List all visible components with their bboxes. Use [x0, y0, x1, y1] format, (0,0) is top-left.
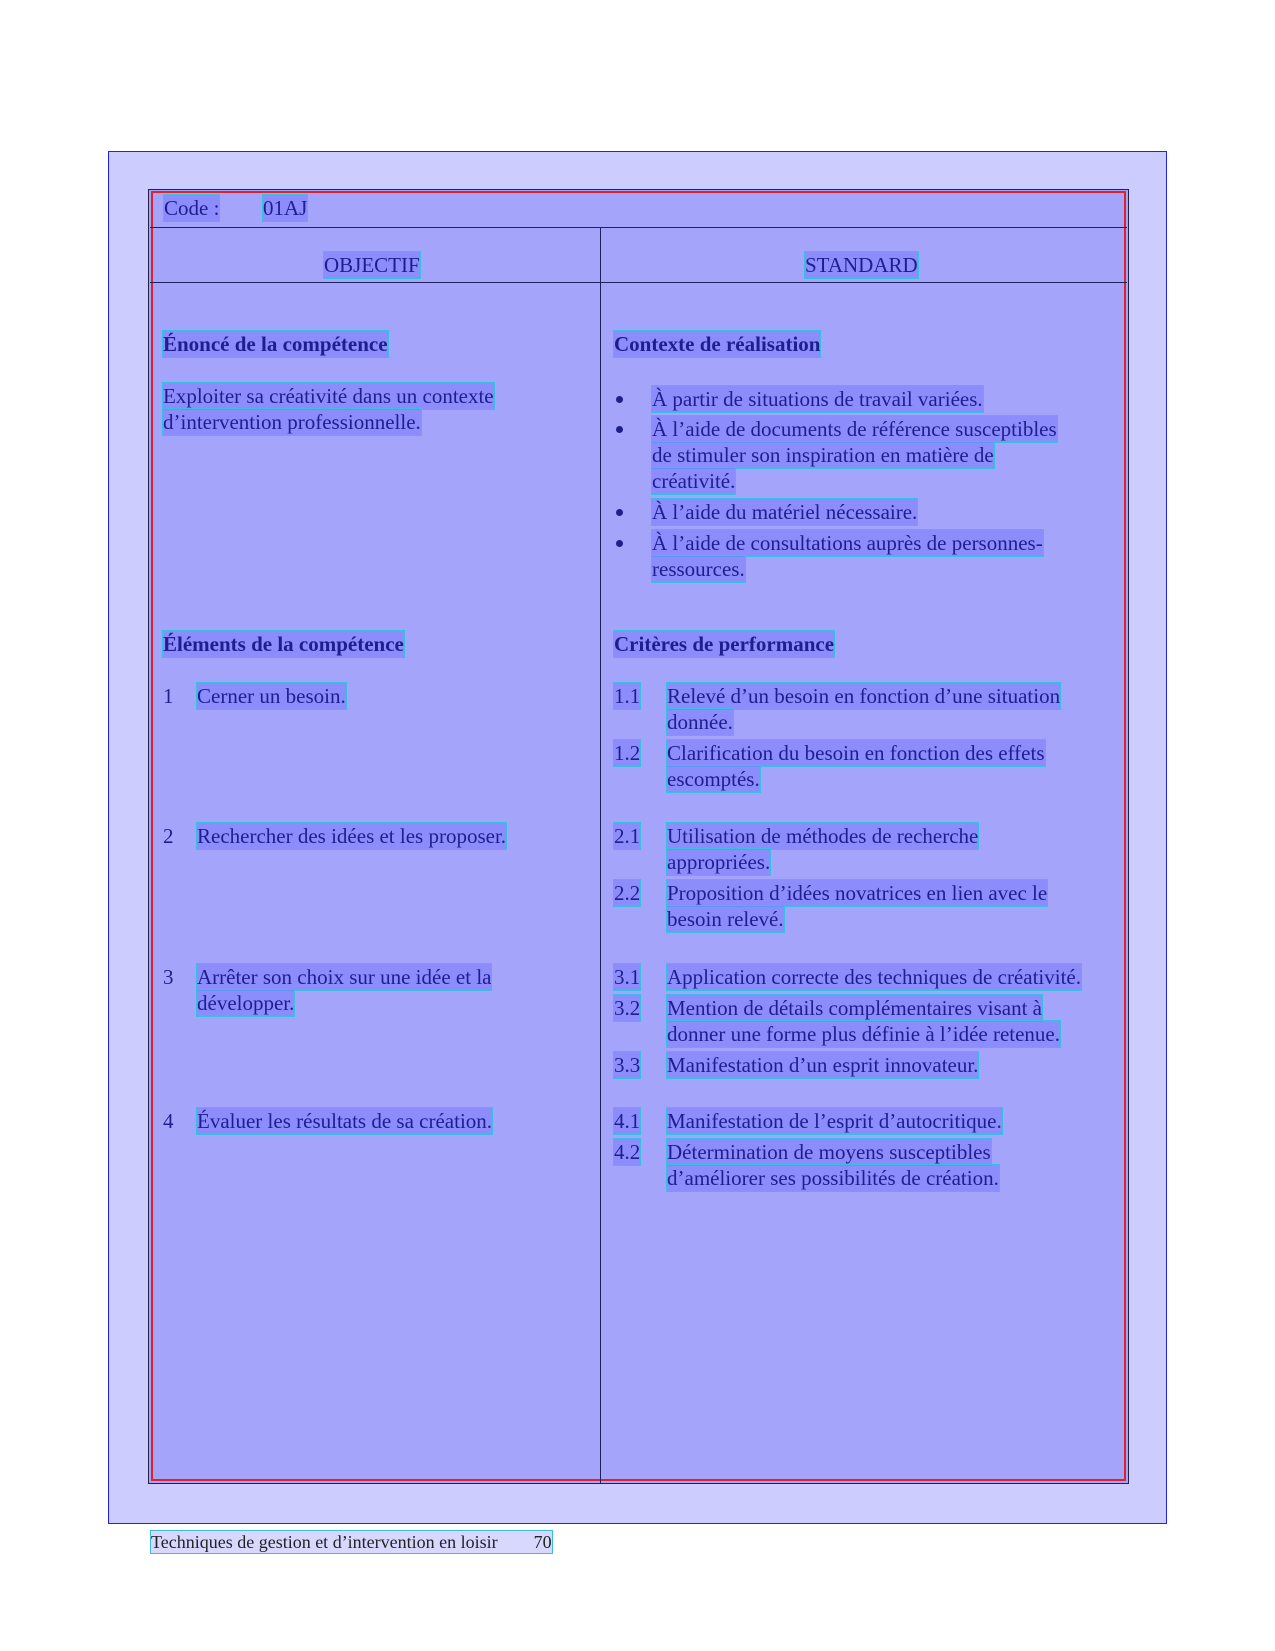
contexte-item: À l’aide de documents de référence susceptibles: [652, 417, 1057, 441]
element-number: 3: [163, 965, 174, 989]
contexte-title: Contexte de réalisation: [614, 332, 821, 356]
critere-text: d’améliorer ses possibilités de création.: [667, 1166, 999, 1190]
bullet-icon: [616, 396, 623, 403]
contexte-item: ressources.: [652, 557, 745, 581]
element-text: Évaluer les résultats de sa création.: [197, 1109, 493, 1133]
bullet-icon: [616, 426, 623, 433]
enonce-line-2: d’intervention professionnelle.: [163, 410, 421, 434]
critere-number: 3.3: [614, 1053, 641, 1077]
element-text: Arrêter son choix sur une idée et la: [197, 965, 492, 989]
critere-text: escomptés.: [667, 767, 760, 791]
elements-title: Éléments de la compétence: [163, 632, 404, 656]
element-number: 4: [163, 1109, 174, 1133]
element-number: 2: [163, 824, 174, 848]
critere-text: Proposition d’idées novatrices en lien avec le: [667, 881, 1048, 905]
critere-text: appropriées.: [667, 850, 771, 874]
critere-text: Utilisation de méthodes de recherche: [667, 824, 979, 848]
critere-text: Relevé d’un besoin en fonction d’une situation: [667, 684, 1061, 708]
bullet-icon: [616, 509, 623, 516]
critere-text: Mention de détails complémentaires visant à: [667, 996, 1042, 1020]
element-text: Rechercher des idées et les proposer.: [197, 824, 507, 848]
footer-program: Techniques de gestion et d’intervention en loisir: [151, 1532, 498, 1552]
enonce-line-1: Exploiter sa créativité dans un contexte: [163, 384, 494, 408]
element-text: développer.: [197, 991, 295, 1015]
critere-text: donnée.: [667, 710, 733, 734]
critere-text: Clarification du besoin en fonction des effets: [667, 741, 1045, 765]
criteres-title: Critères de performance: [614, 632, 835, 656]
contexte-item: À l’aide du matériel nécessaire.: [652, 500, 918, 524]
element-number: 1: [163, 684, 174, 708]
critere-text: Application correcte des techniques de créativité.: [667, 965, 1081, 989]
critere-number: 2.1: [614, 824, 641, 848]
code-label: Code :: [164, 196, 220, 220]
critere-number: 1.2: [614, 741, 641, 765]
critere-text: Manifestation de l’esprit d’autocritique.: [667, 1109, 1002, 1133]
contexte-item: de stimuler son inspiration en matière de: [652, 443, 994, 467]
critere-text: Détermination de moyens susceptibles: [667, 1140, 991, 1164]
critere-number: 2.2: [614, 881, 641, 905]
enonce-title: Énoncé de la compétence: [163, 332, 388, 356]
critere-text: donner une forme plus définie à l’idée retenue.: [667, 1022, 1061, 1046]
column-divider: [600, 227, 601, 1484]
standard-header: STANDARD: [805, 253, 918, 277]
column-header-divider: [150, 282, 1127, 283]
critere-number: 4.2: [614, 1140, 641, 1164]
contexte-item: À partir de situations de travail variées.: [652, 387, 983, 411]
critere-text: Manifestation d’un esprit innovateur.: [667, 1053, 979, 1077]
critere-number: 1.1: [614, 684, 641, 708]
critere-number: 3.1: [614, 965, 641, 989]
page-number: 70: [533, 1532, 552, 1552]
bullet-icon: [616, 540, 623, 547]
element-text: Cerner un besoin.: [197, 684, 346, 708]
critere-text: besoin relevé.: [667, 907, 784, 931]
header-divider: [150, 227, 1127, 228]
objectif-header: OBJECTIF: [324, 253, 420, 277]
page-footer: [151, 1531, 552, 1553]
critere-number: 3.2: [614, 996, 641, 1020]
contexte-item: À l’aide de consultations auprès de personnes-: [652, 531, 1043, 555]
code-value: 01AJ: [263, 196, 308, 220]
contexte-item: créativité.: [652, 469, 736, 493]
critere-number: 4.1: [614, 1109, 641, 1133]
